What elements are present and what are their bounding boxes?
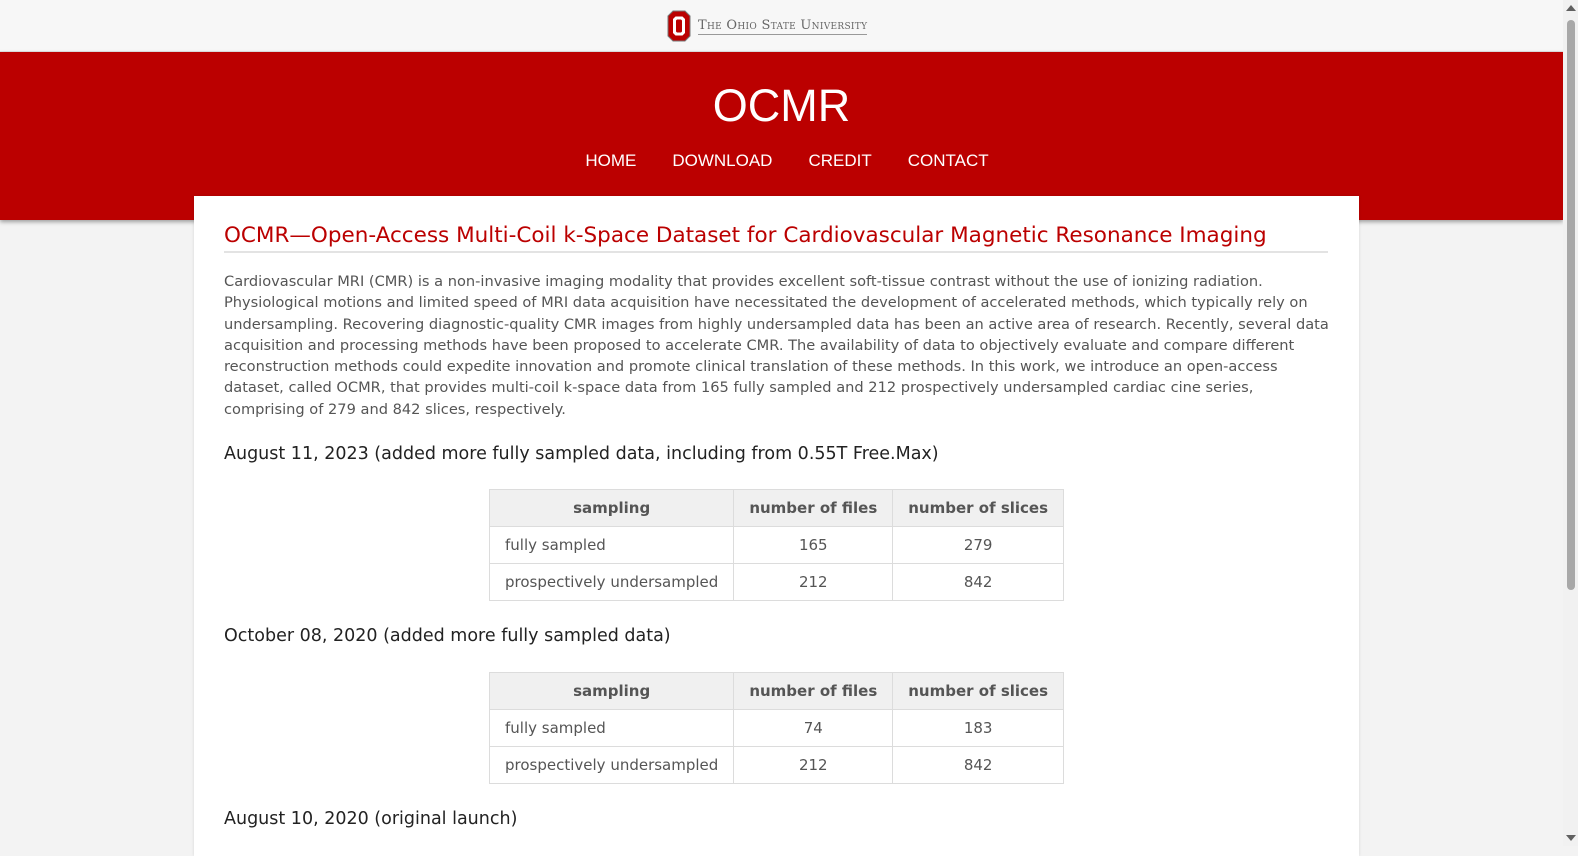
table-row: [490, 564, 1064, 601]
table-header-row: [490, 490, 1064, 527]
update-heading: October 08, 2020 (added more fully sampled data): [224, 626, 671, 646]
ohio-state-block-o-icon: [667, 10, 691, 42]
content-card: [194, 196, 1359, 856]
table-cell: prospectively undersampled: [490, 564, 734, 601]
scroll-down-arrow-icon[interactable]: [1566, 835, 1576, 841]
column-header: number of files: [734, 673, 893, 710]
table-cell: 212: [734, 564, 893, 601]
update-heading: August 11, 2023 (added more fully sampled data, including from 0.55T Free.Max): [224, 444, 939, 464]
table-cell: fully sampled: [490, 527, 734, 564]
column-header: sampling: [490, 673, 734, 710]
nav-download[interactable]: DOWNLOAD: [672, 151, 773, 170]
university-top-bar: [0, 0, 1563, 52]
column-header: sampling: [490, 490, 734, 527]
intro-paragraph: Cardiovascular MRI (CMR) is a non-invasive imaging modality that provides excellent soft-tissue contrast without the use of ionizing radiation. Physiological motions and limited speed of MRI data acquisition have necessitated the development of accelerated methods, which typically rely on undersampling. Recovering diagnostic-quality CMR images from highly undersampled data has been an active area of research. Recently, several data acquisition and processing methods have been proposed to accelerate CMR. The availability of data to objectively evaluate and compare different reconstruction methods could expedite innovation and promote clinical translation of these methods. In this work, we introduce an open-access dataset, called OCMR, that provides multi-coil k-space data from 165 fully sampled and 212 prospectively undersampled cardiac cine series, comprising of 279 and 842 slices, respectively.: [224, 273, 1329, 418]
table-cell: 212: [734, 747, 893, 784]
table-cell: prospectively undersampled: [490, 747, 734, 784]
scrollbar-thumb[interactable]: [1567, 20, 1575, 590]
dataset-table: [489, 489, 1064, 601]
table-cell: 183: [893, 710, 1064, 747]
main-nav: [0, 150, 1563, 172]
table-cell: 842: [893, 747, 1064, 784]
table-cell: 279: [893, 527, 1064, 564]
column-header: number of slices: [893, 673, 1064, 710]
table-row: [490, 747, 1064, 784]
table-cell: 842: [893, 564, 1064, 601]
university-brand-link[interactable]: [667, 10, 867, 42]
site-header: [0, 52, 1563, 220]
table-cell: fully sampled: [490, 710, 734, 747]
table-row: [490, 710, 1064, 747]
page-title: OCMR—Open-Access Multi-Coil k-Space Dataset for Cardiovascular Magnetic Resonance Imaging: [224, 222, 1328, 253]
table-cell: 165: [734, 527, 893, 564]
university-name: The Ohio State University: [698, 17, 868, 33]
column-header: number of files: [734, 490, 893, 527]
table-row: [490, 527, 1064, 564]
vertical-scrollbar[interactable]: [1563, 0, 1578, 846]
nav-credit[interactable]: CREDIT: [808, 151, 872, 170]
dataset-table: [489, 672, 1064, 784]
update-heading: August 10, 2020 (original launch): [224, 809, 518, 829]
column-header: number of slices: [893, 490, 1064, 527]
nav-contact[interactable]: CONTACT: [907, 151, 989, 170]
table-header-row: [490, 673, 1064, 710]
nav-home[interactable]: HOME: [585, 151, 637, 170]
table-cell: 74: [734, 710, 893, 747]
scroll-up-arrow-icon[interactable]: [1566, 5, 1576, 11]
site-title[interactable]: OCMR: [712, 80, 851, 131]
